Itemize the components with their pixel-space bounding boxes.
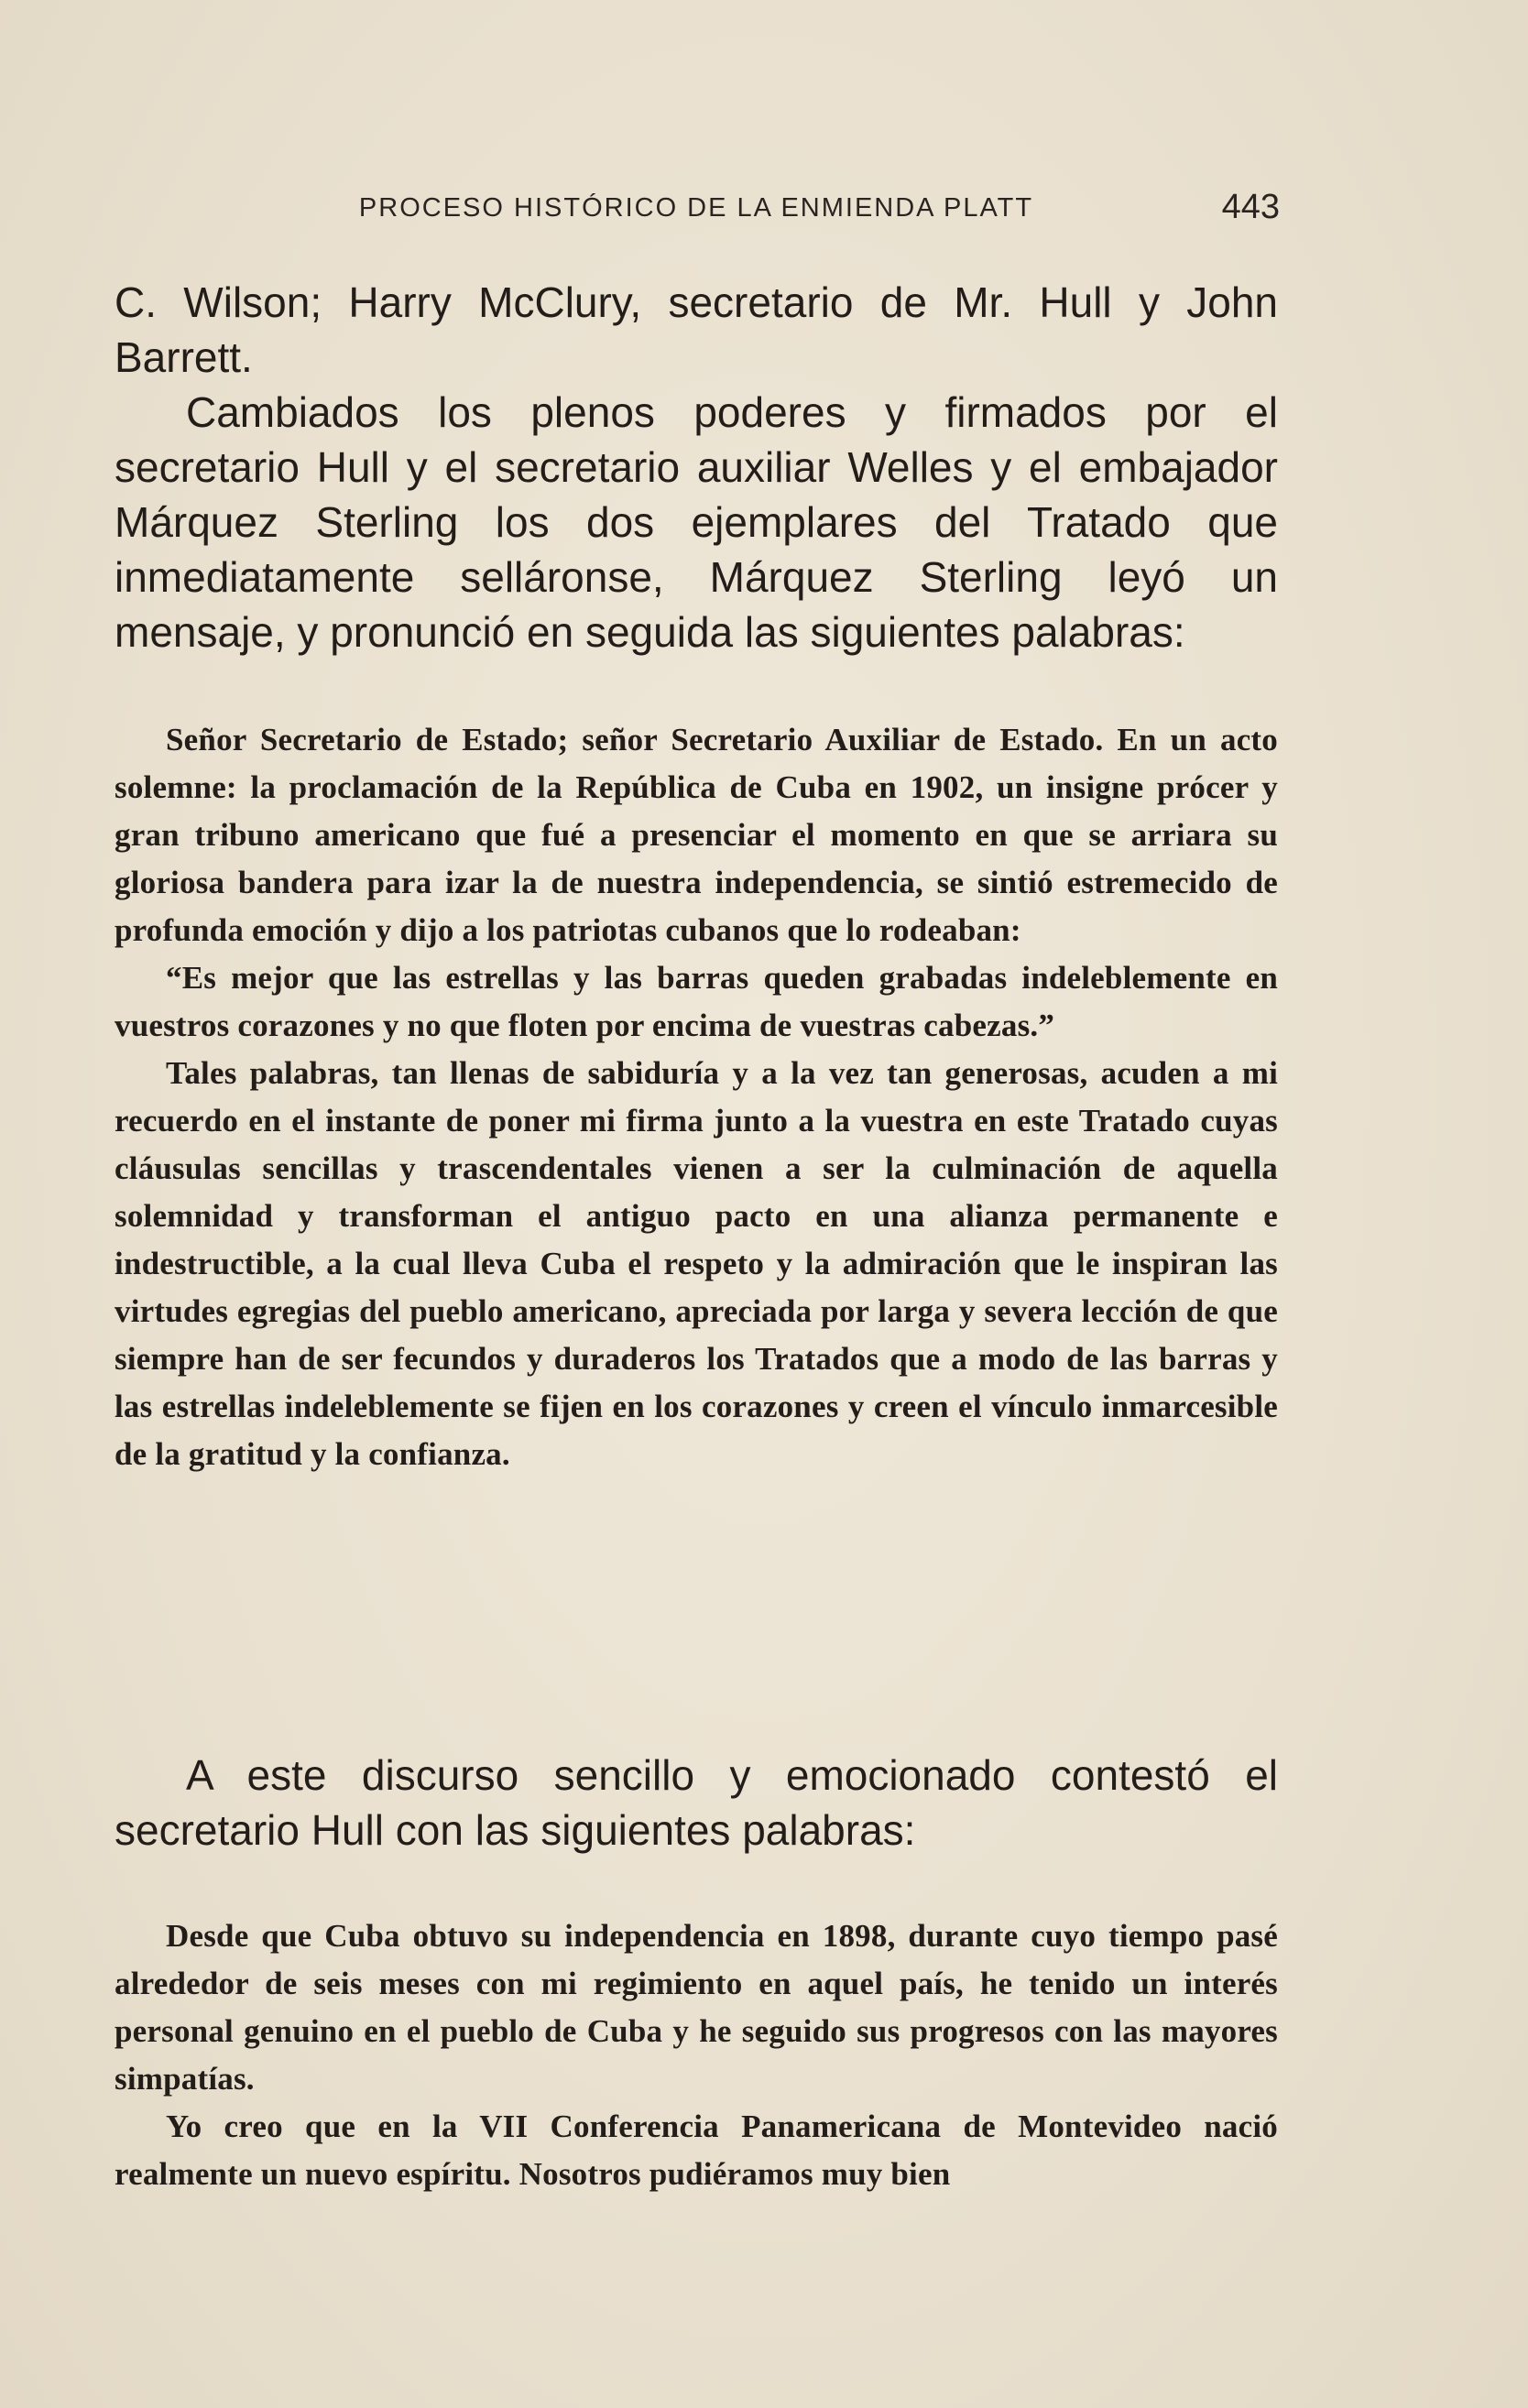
reply-intro-block [115,1748,1278,1858]
speech-marquez-sterling [115,716,1278,1478]
speech-hull [115,1912,1278,2198]
page-header [115,188,1278,234]
body-text-block [115,275,1278,659]
hull-paragraph-2: Yo creo que en la VII Conferencia Panamericana de Montevideo nació realmente un nuevo espíritu. Nosotros pudiéramos muy bien [115,2108,1278,2192]
speech-paragraph-1: Señor Secretario de Estado; señor Secretario Auxiliar de Estado. En un acto solemne: la proclamación de la República de Cuba en 1902, un insigne prócer y gran tribuno americano que fué a presenciar el momento en que se arriara su gloriosa bandera para izar la de nuestra independencia, se sintió estremecido de profunda emoción y dijo a los patriotas cubanos que lo rodeaban: [115,722,1278,948]
speech-quotation: “Es mejor que las estrellas y las barras queden grabadas indeleblemente en vuestros corazones y no que floten por encima de vuestras cabezas.” [115,960,1278,1043]
hull-paragraph-1: Desde que Cuba obtuvo su independencia en 1898, durante cuyo tiempo pasé alrededor de seis meses con mi regimiento en aquel país, he tenido un interés personal genuino en el pueblo de Cuba y he seguido sus progresos con las mayores simpatías. [115,1918,1278,2097]
paragraph-signing: Cambiados los plenos poderes y firmados por el secretario Hull y el secretario auxiliar Welles y el embajador Márquez Sterling los dos ejemplares del Tratado que inmediatamente selláronse, Márquez Sterling leyó un mensaje, y pronunció en seguida las siguientes palabras: [115,388,1278,656]
reply-intro-paragraph: A este discurso sencillo y emocionado contestó el secretario Hull con las siguientes palabras: [115,1751,1278,1854]
speech-paragraph-2: Tales palabras, tan llenas de sabiduría y a la vez tan generosas, acuden a mi recuerdo en el instante de poner mi firma junto a la vuestra en este Tratado cuyas cláusulas sencillas y trascendentales vienen a ser la culminación de aquella solemnidad y transforman el antiguo pacto en una alianza permanente e indestructible, a la cual lleva Cuba el respeto y la admiración que le inspiran las virtudes egregias del pueblo americano, apreciada por larga y severa lección de que siempre han de ser fecundos y duraderos los Tratados que a modo de las barras y las estrellas indeleblemente se fijen en los corazones y creen el vínculo inmarcesible de la gratitud y la confianza. [115,1055,1278,1472]
paragraph-continuation: C. Wilson; Harry McClury, secretario de Mr. Hull y John Barrett. [115,278,1278,381]
page-number: 443 [1221,188,1280,226]
running-head: PROCESO HISTÓRICO DE LA ENMIENDA PLATT [358,193,1034,223]
